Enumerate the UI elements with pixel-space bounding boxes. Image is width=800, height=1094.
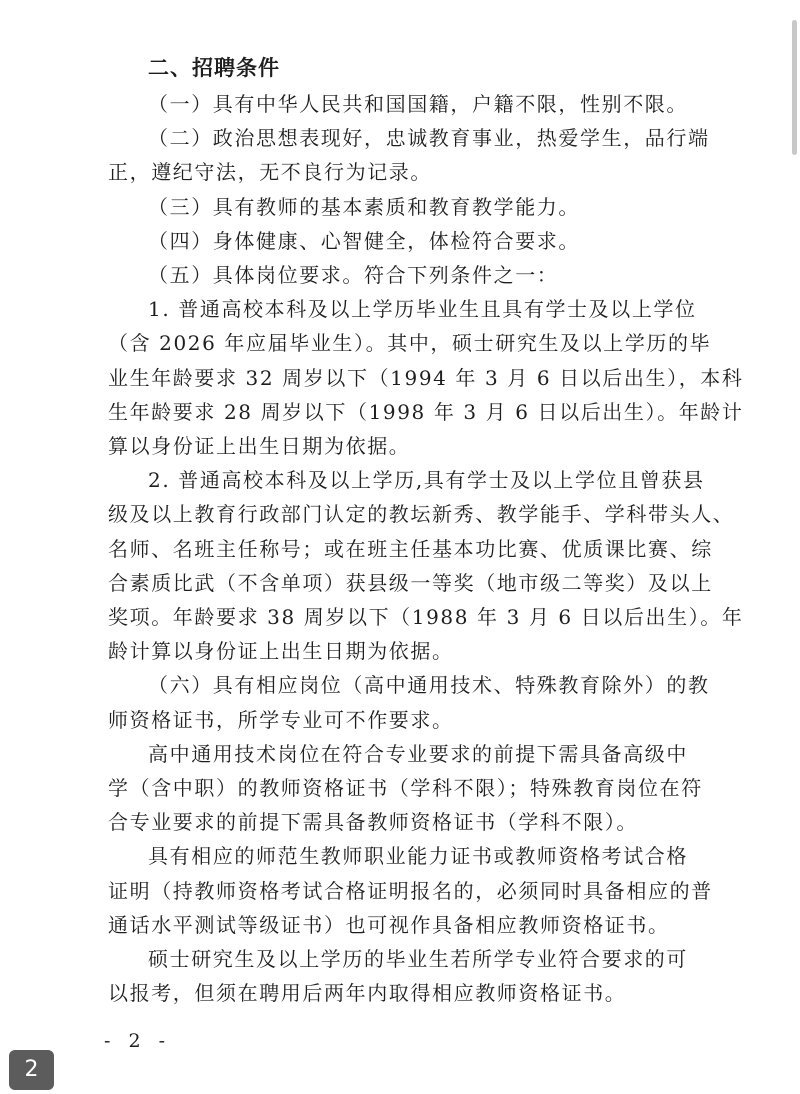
text-line: 名师、名班主任称号；或在班主任基本功比赛、优质课比赛、综 <box>108 536 713 561</box>
text-line: （六）具有相应岗位（高中通用技术、特殊教育除外）的教 <box>148 673 710 698</box>
text-line: （一）具有中华人民共和国国籍，户籍不限，性别不限。 <box>148 92 688 116</box>
text-line: 业生年龄要求 32 周岁以下（1994 年 3 月 6 日以后出生），本科 <box>108 365 744 390</box>
text-line: （四）身体健康、心智健全，体检符合要求。 <box>148 228 580 253</box>
text-line: 生年龄要求 28 周岁以下（1998 年 3 月 6 日以后出生）。年龄计 <box>108 399 744 424</box>
text-line: 具有相应的师范生教师职业能力证书或教师资格考试合格 <box>148 844 688 869</box>
body-text <box>108 87 744 1010</box>
text-line: （五）具体岗位要求。符合下列条件之一： <box>148 263 559 288</box>
text-line: 合专业要求的前提下需具备教师资格证书（学科不限）。 <box>108 810 638 835</box>
text-line: 证明（持教师资格考试合格证明报名的，必须同时具备相应的普 <box>108 878 713 903</box>
text-line: 算以身份证上出生日期为依据。 <box>108 434 411 459</box>
text-line: 硕士研究生及以上学历的毕业生若所学专业符合要求的可 <box>148 947 688 972</box>
text-line: 1. 普通高校本科及以上学历毕业生且具有学士及以上学位 <box>148 297 697 322</box>
text-line: 通话水平测试等级证书）也可视作具备相应教师资格证书。 <box>108 912 670 937</box>
text-line: 级及以上教育行政部门认定的教坛新秀、教学能手、学科带头人、 <box>108 502 735 527</box>
page-number: - 2 - <box>104 1030 172 1052</box>
text-line: （二）政治思想表现好，忠诚教育事业，热爱学生，品行端 <box>148 126 710 151</box>
text-line: 学（含中职）的教师资格证书（学科不限）；特殊教育岗位在符 <box>108 776 703 801</box>
section-heading: 二、招聘条件 <box>148 56 280 80</box>
text-line: （三）具有教师的基本素质和教育教学能力。 <box>148 194 580 219</box>
text-line: 合素质比武（不含单项）获县级一等奖（地市级二等奖）及以上 <box>108 570 713 595</box>
text-line: （含 2026 年应届毕业生）。其中，硕士研究生及以上学历的毕 <box>108 331 712 356</box>
text-line: 高中通用技术岗位在符合专业要求的前提下需具备高级中 <box>148 741 688 766</box>
text-line: 2. 普通高校本科及以上学历,具有学士及以上学位且曾获县 <box>148 468 705 493</box>
text-line: 龄计算以身份证上出生日期为依据。 <box>108 639 454 664</box>
text-line: 以报考，但须在聘用后两年内取得相应教师资格证书。 <box>108 981 627 1006</box>
text-line: 师资格证书，所学专业可不作要求。 <box>108 707 454 732</box>
page-indicator-badge[interactable]: 2 <box>9 1050 54 1090</box>
text-line: 正，遵纪守法，无不良行为记录。 <box>108 160 432 185</box>
scrollbar[interactable] <box>792 20 797 155</box>
text-line: 奖项。年龄要求 38 周岁以下（1988 年 3 月 6 日以后出生）。年 <box>108 605 744 630</box>
